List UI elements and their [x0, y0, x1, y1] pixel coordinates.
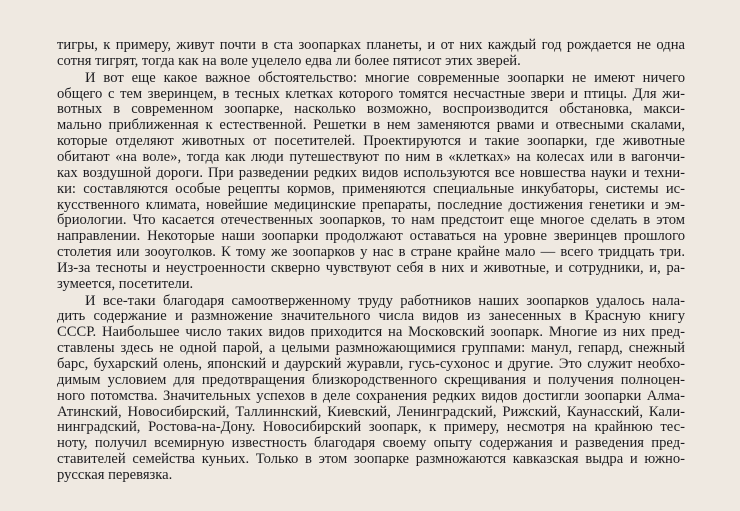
text-line: обитают «на воле», тогда как люди путешествуют по ним в «клетках» на колесах или в вагончи- [57, 149, 685, 165]
text-line: дить содержание и размножение значительного числа видов из занесенных в Красную книгу [57, 308, 685, 324]
text-line: нинградский, Ростова-на-Дону. Новосибирский зоопарк, к примеру, несмотря на крайнюю тес- [57, 419, 685, 435]
text-line: сотня тигрят, тогда как на воле уцелело едва ли более пятисот этих зверей. [57, 53, 521, 69]
text-line: ставителей семейства куньих. Только в этом зоопарке размножаются кавказская выдра и южно- [57, 451, 685, 467]
text-line: ставлены здесь не одной парой, а целыми размножающимися группами: манул, гепард, снежный [57, 340, 685, 356]
text-line: Атинский, Новосибирский, Таллиннский, Киевский, Ленинградский, Рижский, Каунасский, Кали- [57, 404, 685, 420]
text-line: ного потомства. Значительных успехов в деле сохранения редких видов достигли зоопарки Алма- [57, 388, 685, 404]
text-line: димым условием для предотвращения близкородственного скрещивания и получения полноцен- [57, 372, 685, 388]
text-line: мально приближенная к естественной. Решетки в нем заменяются рвами и отвесными скалами, [57, 117, 685, 133]
text-line: русская перевязка. [57, 467, 173, 483]
paragraph-first-line: И вот еще какое важное обстоятельство: многие современные зоопарки не имеют ничего [85, 70, 685, 86]
text-line: барс, бухарский олень, японский и даурский журавли, гусь-сухонос и другие. Это служит необхо- [57, 356, 685, 372]
paragraph-first-line: И все-таки благодаря самоотверженному труду работников наших зоопарков удалось нала- [85, 293, 685, 309]
text-line: кусственного климата, новейшие медицинские препараты, последние достижения генетики и эм- [57, 197, 685, 213]
text-line: ки: составляются особые рецепты кормов, применяются специальные инкубаторы, системы ис- [57, 181, 685, 197]
text-line: которые отделяют животных от посетителей. Проектируются и такие зоопарки, где животные [57, 133, 685, 149]
text-line: бриологии. Что касается отечественных зоопарков, то нам предстоит еще многое сделать в этом [57, 212, 685, 228]
text-line: Из-за тесноты и неустроенности скверно чувствуют себя в них и животные, и сотрудники, и, ра- [57, 260, 685, 276]
text-line: столетия или зооуголков. К тому же зоопарков у нас в стране крайне мало — всего тридцать три. [57, 244, 685, 260]
text-line: вотных в современном зоопарке, насколько возможно, воспроизводится обстановка, макси- [57, 101, 685, 117]
text-line: СССР. Наибольшее число таких видов приходится на Московский зоопарк. Многие из них пред- [57, 324, 685, 340]
text-line: направлении. Некоторые наши зоопарки продолжают оставаться на уровне зверинцев прошлого [57, 228, 685, 244]
text-line: зумеется, посетители. [57, 276, 194, 292]
text-line: ках воздушной дороги. При разведении редких видов используются все новшества науки и техни- [57, 165, 685, 181]
text-line: общего с тем зверинцем, в тесных клетках которого томятся несчастные звери и птицы. Для жи- [57, 86, 685, 102]
text-line: ноту, получил всемирную известность благодаря своему опыту содержания и разведения пред- [57, 435, 685, 451]
text-line: тигры, к примеру, живут почти в ста зоопарках планеты, и от них каждый год рождается не одна [57, 37, 685, 53]
